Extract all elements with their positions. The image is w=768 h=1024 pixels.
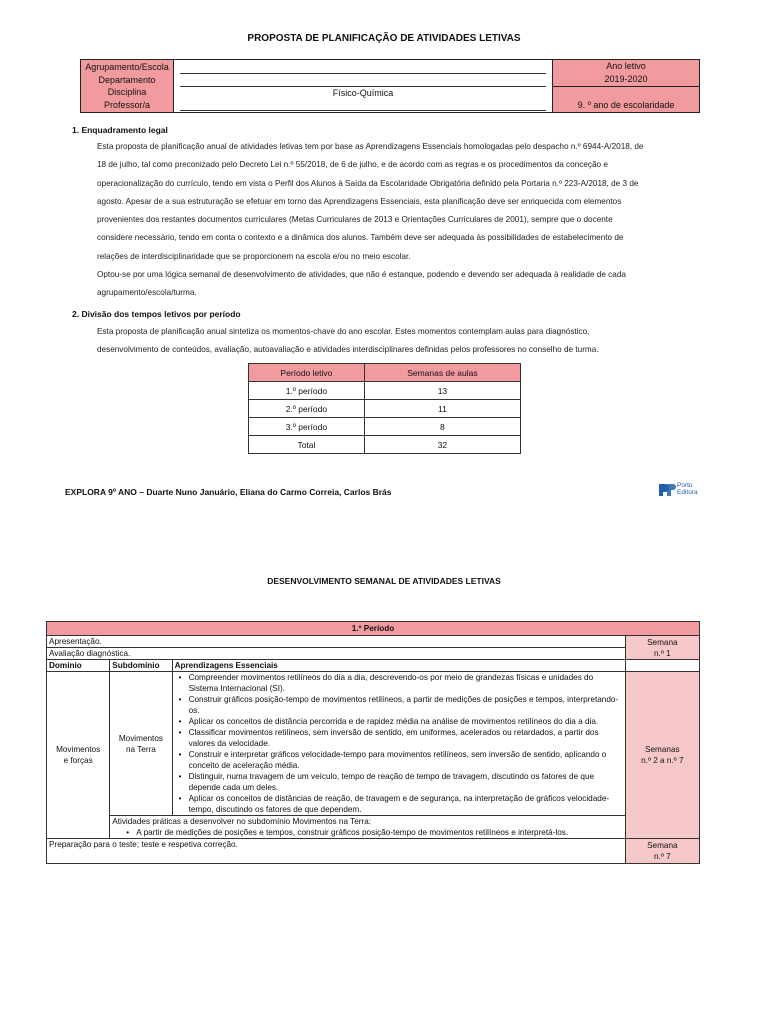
col-subdominio: Subdomínio [110, 660, 172, 672]
section-1-heading: 1. Enquadramento legal [72, 125, 168, 135]
agrupamento-field[interactable] [180, 62, 546, 75]
professor-field[interactable] [180, 98, 546, 111]
planning-table [46, 621, 700, 864]
section-1-text [97, 138, 717, 303]
s1-line: provenientes dos restantes documentos curriculares (Metas Curriculares de 2013 e Orientações Curriculares de 2001), sempre que o docente [97, 215, 613, 225]
s1-line: operacionalização do currículo, tendo em vista o Perfil dos Alunos à Saída da Escolaridade Obrigatória definido pela Portaria n.º 223-A/2018, de 3 de [97, 178, 639, 188]
label-departamento: Departamento [98, 74, 156, 85]
cell-periodo: 3.º período [249, 418, 365, 436]
period-header: 1.º Período [47, 622, 700, 636]
s1-line: Optou-se por uma lógica semanal de desenvolvimento de atividades, que não é estanque, podendo e devendo ser adequada à realidade de cada [97, 270, 626, 280]
header-values [174, 60, 553, 113]
semana-7 [625, 839, 699, 864]
s1-line: considere necessário, tendo em conta o contexto e a dinâmica dos alunos. Também deve ser adequada às possibilidades de estabelecimento de [97, 233, 624, 243]
semana-1-label: Semana [647, 637, 678, 647]
list-item: • Distinguir, numa travagem de um veículo, tempo de reação de tempo de travagem, discutindo os fatores de que depende cada um deles. [189, 771, 623, 793]
table-row [249, 400, 521, 418]
apresentacao: Apresentação. [47, 636, 626, 648]
table-row [249, 436, 521, 454]
section-2-text [97, 323, 717, 360]
col-ae: Aprendizagens Essenciais [172, 660, 625, 672]
weeks-header-semanas: Semanas de aulas [364, 364, 520, 382]
subdominio-line: na Terra [125, 744, 156, 754]
col-dominio: Domínio [47, 660, 110, 672]
semana-1-number: n.º 1 [653, 648, 671, 658]
semana-7-label: Semana [647, 841, 678, 850]
porto-editora-logo-icon [658, 483, 676, 497]
list-item: • A partir de medições de posições e tempos, construir gráficos posição-tempo de movimentos retilíneos e interpretá-los. [136, 827, 622, 838]
cell-semanas: 8 [364, 418, 520, 436]
semanas-range: n.º 2 a n.º 7 [641, 756, 684, 765]
dominio-cell [47, 672, 110, 839]
s2-line: Esta proposta de planificação anual sintetiza os momentos-chave do ano escolar. Estes momentos contemplam aulas para diagnóstico, [97, 327, 590, 336]
cell-semanas: 13 [364, 382, 520, 400]
logo-text-2: Editora [677, 489, 698, 496]
s1-line: agosto. Apesar de a sua estruturação se efetuar em torno das Aprendizagens Essenciais, esta planificação deve ser enriquecida com elementos [97, 196, 622, 206]
disciplina-value: Físico-Química [332, 87, 394, 98]
escolaridade: 9. º ano de escolaridade [553, 87, 699, 112]
subdominio-line: Movimentos [118, 733, 163, 743]
semanas-2-7 [625, 672, 699, 839]
departamento-field[interactable] [180, 74, 546, 87]
ano-letivo-value: 2019-2020 [604, 73, 648, 84]
label-professor: Professor/a [103, 99, 151, 110]
page-title: PROPOSTA DE PLANIFICAÇÃO DE ATIVIDADES LETIVAS [247, 33, 521, 44]
semana-7-number: n.º 7 [653, 852, 671, 861]
list-item: • Construir gráficos posição-tempo de movimentos retilíneos, a partir de medições de posições e tempos, interpretando-os. [189, 694, 623, 716]
cell-periodo: Total [249, 436, 365, 454]
list-item: • Construir e interpretar gráficos velocidade-tempo para movimentos retilíneos, sem inversão de sentido, aplicando o conceito de aceleração média. [189, 749, 623, 771]
cell-semanas: 32 [364, 436, 520, 454]
avaliacao-diagnostica: Avaliação diagnóstica. [47, 648, 626, 660]
semanas-label: Semanas [645, 745, 680, 754]
s1-line: relações de interdisciplinaridade que se proporcionem na escola e/ou no meio escolar. [97, 251, 411, 261]
s1-line: 18 de julho, tal como preconizado pelo Decreto Lei n.º 55/2018, de 6 de julho, e de acordo com as regras e os procedimentos da conceção e [97, 160, 608, 170]
s2-line: desenvolvimento de conteúdos, avaliação, autoavaliação e atividades interdisciplinares definidas pelos professores no conselho de turma. [97, 345, 599, 355]
list-item: • Classificar movimentos retilíneos, sem inversão de sentido, em uniformes, acelerados ou retardados, a partir dos valores da velocidade. [189, 727, 623, 749]
s1-line: agrupamento/escola/turma. [97, 288, 197, 298]
list-item: • Aplicar os conceitos de distância percorrida e de rapidez média na análise de movimentos retilíneos do dia a dia. [189, 716, 623, 727]
dominio-line: e forças [63, 756, 93, 765]
cell-semanas: 11 [364, 400, 520, 418]
subdominio-cell [110, 672, 172, 816]
label-disciplina: Disciplina [107, 87, 147, 97]
label-agrupamento: Agrupamento/Escola [85, 62, 169, 72]
atividades-cell [110, 816, 625, 839]
table-row [249, 382, 521, 400]
atividades-heading: Atividades práticas a desenvolver no subdomínio Movimentos na Terra: [112, 817, 372, 826]
ano-letivo-label: Ano letivo [606, 61, 646, 71]
header-right [553, 60, 700, 113]
logo-text-1: Porto [677, 482, 693, 489]
weeks-header-periodo: Período letivo [249, 364, 365, 382]
header-table [80, 59, 700, 113]
list-item: • Aplicar os conceitos de distâncias de reação, de travagem e de segurança, na interpretação de gráficos velocidade-tempo, discutindo os fatores de que dependem. [189, 793, 623, 815]
semana-1 [625, 636, 699, 660]
list-item: • Compreender movimentos retilíneos do dia a dia, descrevendo-os por meio de grandezas físicas e unidades do Sistema Internacional (SI). [189, 672, 623, 694]
disciplina-field [180, 87, 546, 99]
section-title-2: DESENVOLVIMENTO SEMANAL DE ATIVIDADES LETIVAS [267, 576, 501, 586]
dominio-line: Movimentos [56, 745, 101, 754]
preparacao-teste: Preparação para o teste; teste e respetiva correção. [47, 839, 626, 864]
header-labels [81, 60, 174, 113]
s1-line: Esta proposta de planificação anual de atividades letivas tem por base as Aprendizagens Essenciais homologadas pelo despacho n.º 6944-A/2018, de [97, 142, 644, 151]
col-empty [625, 660, 699, 672]
weeks-table [248, 363, 521, 454]
section-2-heading: 2. Divisão dos tempos letivos por período [72, 309, 241, 319]
cell-periodo: 1.º período [249, 382, 365, 400]
table-row [249, 418, 521, 436]
ae-cell [172, 672, 625, 816]
cell-periodo: 2.º período [249, 400, 365, 418]
footer-credits: EXPLORA 9º ANO – Duarte Nuno Januário, Eliana do Carmo Correia, Carlos Brás [65, 487, 392, 497]
porto-editora-logo [658, 482, 702, 498]
